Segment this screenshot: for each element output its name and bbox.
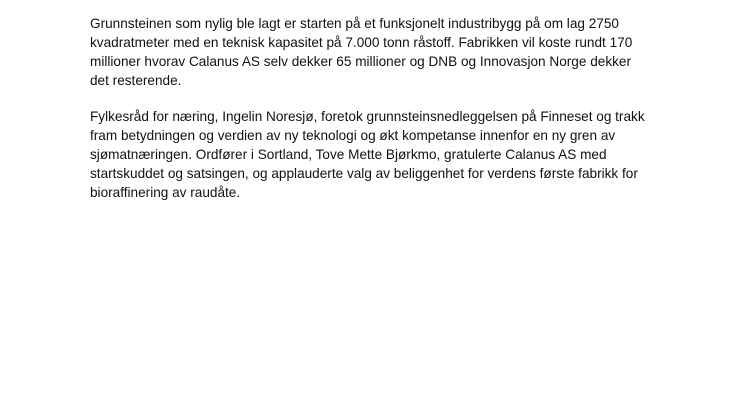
text-line: Fylkesråd for næring, Ingelin Noresjø, foretok grunnsteinsnedleggelsen på Finneset og trakk — [90, 109, 645, 124]
text-line: millioner hvorav Calanus AS selv dekker 65 millioner og DNB og Innovasjon Norge dekker — [90, 54, 631, 69]
text-line: kvadratmeter med en teknisk kapasitet på 7.000 tonn råstoff. Fabrikken vil koste rundt 170 — [90, 35, 633, 50]
text-line: det resterende. — [90, 73, 182, 88]
text-line: sjømatnæringen. Ordfører i Sortland, Tove Mette Bjørkmo, gratulerte Calanus AS med — [90, 147, 607, 162]
text-line: startskuddet og satsingen, og applauderte valg av beliggenhet for verdens første fabrikk for — [90, 166, 638, 181]
paragraph-county-councillor — [90, 107, 690, 202]
text-line: fram betydningen og verdien av ny teknologi og økt kompetanse innenfor en ny gren av — [90, 128, 616, 143]
text-line: Grunnsteinen som nylig ble lagt er starten på et funksjonelt industribygg på om lag 2750 — [90, 16, 619, 31]
text-line: bioraffinering av raudåte. — [90, 185, 241, 200]
paragraph-groundstone — [90, 14, 690, 90]
